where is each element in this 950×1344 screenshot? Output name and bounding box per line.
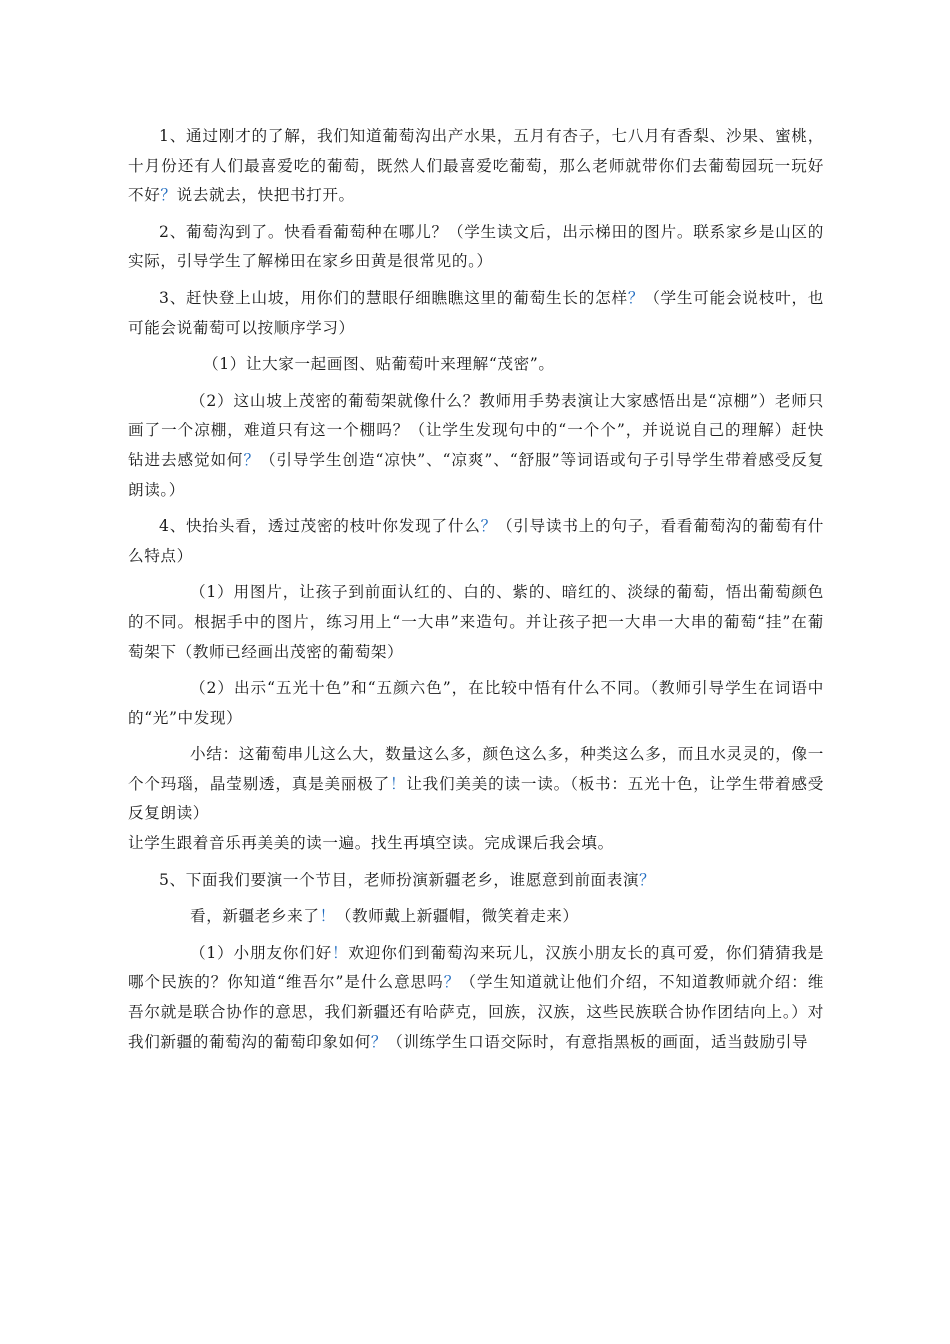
punctuation-mark: ？ bbox=[243, 450, 260, 469]
paragraph-11 bbox=[128, 866, 824, 896]
paragraph-4 bbox=[128, 350, 824, 380]
text-segment: 1、通过刚才的了解，我们知道葡萄沟出产水果，五月有杏子，七八月有香梨、沙果、蜜桃，十月份还有人们最喜爱吃的葡萄，既然人们最喜爱吃葡萄，那么老师就带你们去葡萄园玩一玩好不好 bbox=[128, 127, 824, 205]
text-segment: （2）出示“五光十色”和“五颜六色”，在比较中悟有什么不同。（教师引导学生在词语中的“光”中发现） bbox=[128, 679, 824, 727]
text-segment: （1）用图片，让孩子到前面认红的、白的、紫的、暗红的、淡绿的葡萄，悟出葡萄颜色的不同。根据手中的图片，练习用上“一大串”来造句。并让孩子把一大串一大串的葡萄“挂”在葡萄架下（教师已经画出茂密的葡萄架） bbox=[128, 583, 824, 661]
text-segment: （引导读书上的句子，看看葡萄沟的葡萄有什么特点） bbox=[128, 517, 824, 565]
text-segment: 2、葡萄沟到了。快看看葡萄种在哪儿？（学生读文后，出示梯田的图片。联系家乡是山区的实际，引导学生了解梯田在家乡田黄是很常见的。） bbox=[128, 222, 824, 271]
punctuation-mark: ？ bbox=[639, 870, 656, 889]
text-segment: 欢迎你们到葡萄沟来玩儿，汉族小朋友长的真可爱，你们猜猜我是哪个民族的？你知道“维吾尔”是什么意思吗 bbox=[128, 943, 825, 992]
punctuation-mark: ！ bbox=[332, 943, 349, 962]
paragraph-5 bbox=[128, 387, 824, 505]
punctuation-mark: ？ bbox=[370, 1032, 388, 1051]
paragraph-2 bbox=[128, 218, 824, 277]
text-segment: （1）让大家一起画图、贴葡萄叶来理解“茂密”。 bbox=[203, 355, 555, 374]
paragraph-1 bbox=[128, 122, 824, 211]
text-segment: （引导学生创造“凉快”、“凉爽”、“舒服”等词语或句子引导学生带着感受反复朗读。） bbox=[128, 450, 824, 499]
punctuation-mark: ？ bbox=[443, 973, 461, 992]
text-segment: 3、赶快登上山坡，用你们的慧眼仔细瞧瞧这里的葡萄生长的怎样 bbox=[159, 288, 628, 307]
paragraph-7 bbox=[128, 578, 824, 667]
punctuation-mark: ？ bbox=[627, 288, 645, 307]
text-segment: （训练学生口语交际时，有意指黑板的画面，适当鼓励引导 bbox=[387, 1032, 809, 1051]
text-segment: 说去就去，快把书打开。 bbox=[176, 186, 355, 205]
punctuation-mark: ？ bbox=[480, 517, 497, 536]
punctuation-mark: ？ bbox=[160, 186, 177, 205]
text-segment: 小结：这葡萄串儿这么大，数量这么多，颜色这么多，种类这么多，而且水灵灵的，像一个个玛瑙，晶莹剔透，真是美丽极了 bbox=[128, 745, 824, 793]
paragraph-10 bbox=[128, 829, 824, 859]
text-segment: 让我们美美的读一读。（板书：五光十色，让学生带着感受反复朗读） bbox=[128, 774, 824, 823]
punctuation-mark: ！ bbox=[319, 907, 336, 926]
text-segment: （学生知道就让他们介绍，不知道教师就介绍：维吾尔就是联合协作的意思，我们新疆还有哈萨克，回族，汉族，这些民族联合协作团结向上。）对我们新疆的葡萄沟的葡萄印象如何 bbox=[128, 973, 825, 1051]
paragraph-8 bbox=[128, 674, 824, 733]
text-segment: （1）小朋友你们好 bbox=[190, 943, 332, 962]
text-segment: 5、下面我们要演一个节目，老师扮演新疆老乡，谁愿意到前面表演 bbox=[159, 870, 640, 889]
text-segment: （学生可能会说枝叶，也可能会说葡萄可以按顺序学习） bbox=[128, 288, 824, 337]
text-segment: （2）这山坡上茂密的葡萄架就像什么？教师用手势表演让大家感悟出是“凉棚”）老师只画了一个凉棚，难道只有这一个棚吗？（让学生发现句中的“一个个”，并说说自己的理解）赶快钻进去感觉如何 bbox=[128, 391, 824, 469]
paragraph-12 bbox=[128, 902, 824, 932]
paragraph-9 bbox=[128, 740, 824, 829]
document-body bbox=[128, 122, 824, 1057]
text-segment: 看，新疆老乡来了 bbox=[190, 907, 320, 926]
punctuation-mark: ！ bbox=[389, 774, 407, 793]
paragraph-13 bbox=[128, 939, 824, 1057]
text-segment: （教师戴上新疆帽，微笑着走来） bbox=[335, 907, 579, 926]
text-segment: 4、快抬头看，透过茂密的枝叶你发现了什么 bbox=[159, 517, 481, 536]
text-segment: 让学生跟着音乐再美美的读一遍。找生再填空读。完成课后我会填。 bbox=[128, 834, 614, 853]
paragraph-6 bbox=[128, 512, 824, 571]
paragraph-3 bbox=[128, 284, 824, 343]
